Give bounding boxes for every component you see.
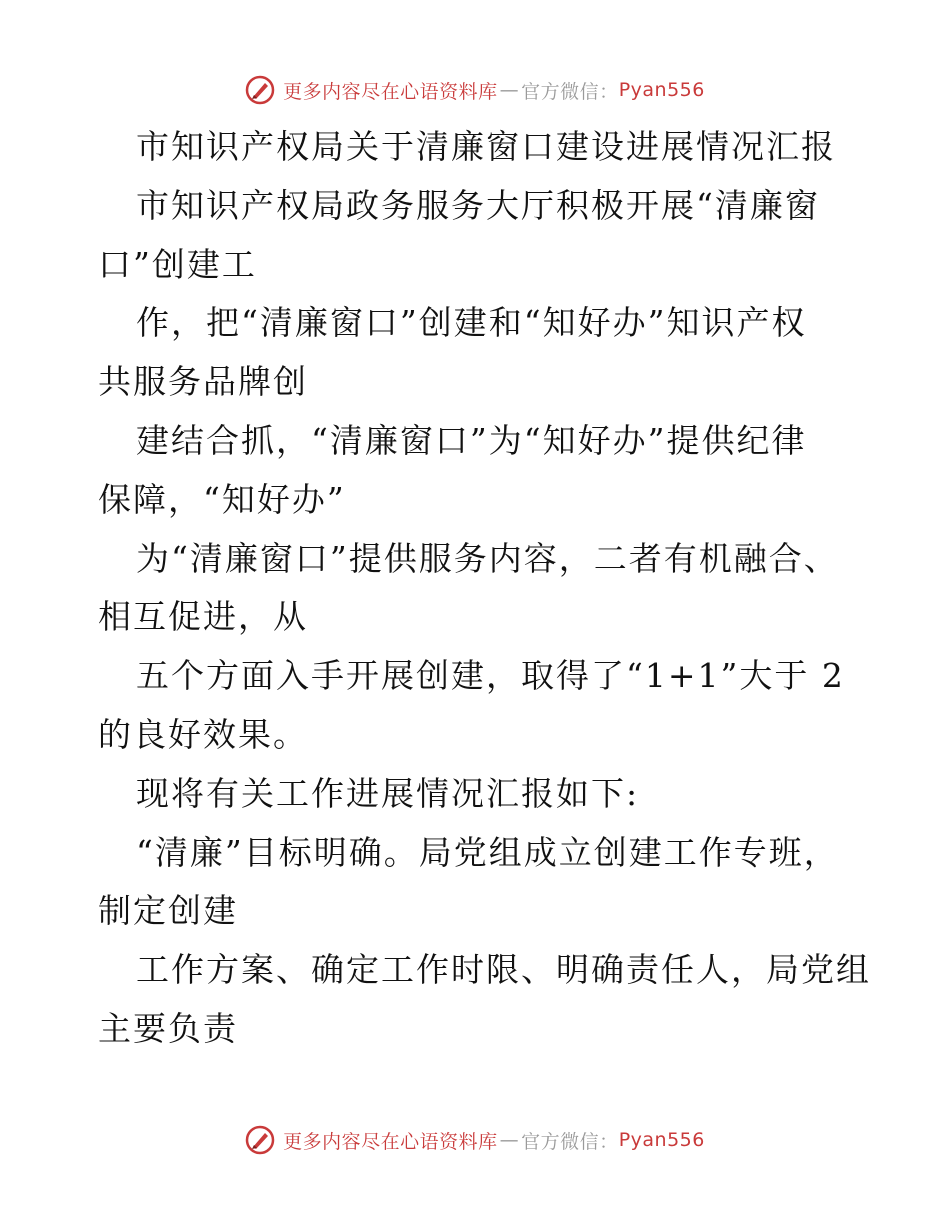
watermark-site-text: 更多内容尽在心语资料库 — [283, 1130, 498, 1153]
footer-watermark — [0, 1120, 950, 1160]
header-watermark — [0, 70, 950, 110]
paragraph-line: 共服务品牌创 — [98, 362, 308, 402]
paragraph-line: 现将有关工作进展情况汇报如下: — [136, 773, 640, 813]
paragraph-line: 主要负责 — [98, 1008, 238, 1048]
watermark-separator: — — [499, 79, 520, 101]
watermark-site-text: 更多内容尽在心语资料库 — [283, 80, 498, 103]
paragraph-line: 作，把“清廉窗口”创建和“知好办”知识产权 — [136, 303, 807, 343]
paragraph-line: “清廉”目标明确。局党组成立创建工作专班， — [136, 832, 839, 872]
paragraph-line: 保障，“知好办” — [98, 479, 346, 519]
paragraph-line: 的良好效果。 — [98, 714, 308, 754]
paragraph-line: 制定创建 — [98, 891, 238, 931]
watermark-separator: — — [499, 1129, 520, 1151]
pen-logo-icon — [245, 75, 275, 105]
paragraph-line: 市知识产权局政务服务大厅积极开展“清廉窗 — [136, 185, 820, 225]
document-title: 市知识产权局关于清廉窗口建设进展情况汇报 — [136, 127, 836, 166]
paragraph-line: 工作方案、确定工作时限、明确责任人，局党组 — [136, 950, 871, 990]
paragraph-line: 相互促进，从 — [98, 597, 308, 637]
paragraph-line: 口”创建工 — [98, 244, 257, 284]
paragraph-line: 五个方面入手开展创建，取得了“1+1”大于 2 — [136, 656, 845, 696]
watermark-wechat-id: Pyan556 — [618, 1129, 705, 1151]
watermark-official-label: 官方微信： — [521, 80, 619, 103]
watermark-wechat-id: Pyan556 — [618, 79, 705, 101]
document-body — [98, 118, 871, 1059]
pen-logo-icon — [245, 1125, 275, 1155]
watermark-official-label: 官方微信： — [521, 1130, 619, 1153]
paragraph-line: 为“清廉窗口”提供服务内容，二者有机融合、 — [136, 538, 839, 578]
paragraph-line: 建结合抓，“清廉窗口”为“知好办”提供纪律 — [136, 420, 807, 460]
